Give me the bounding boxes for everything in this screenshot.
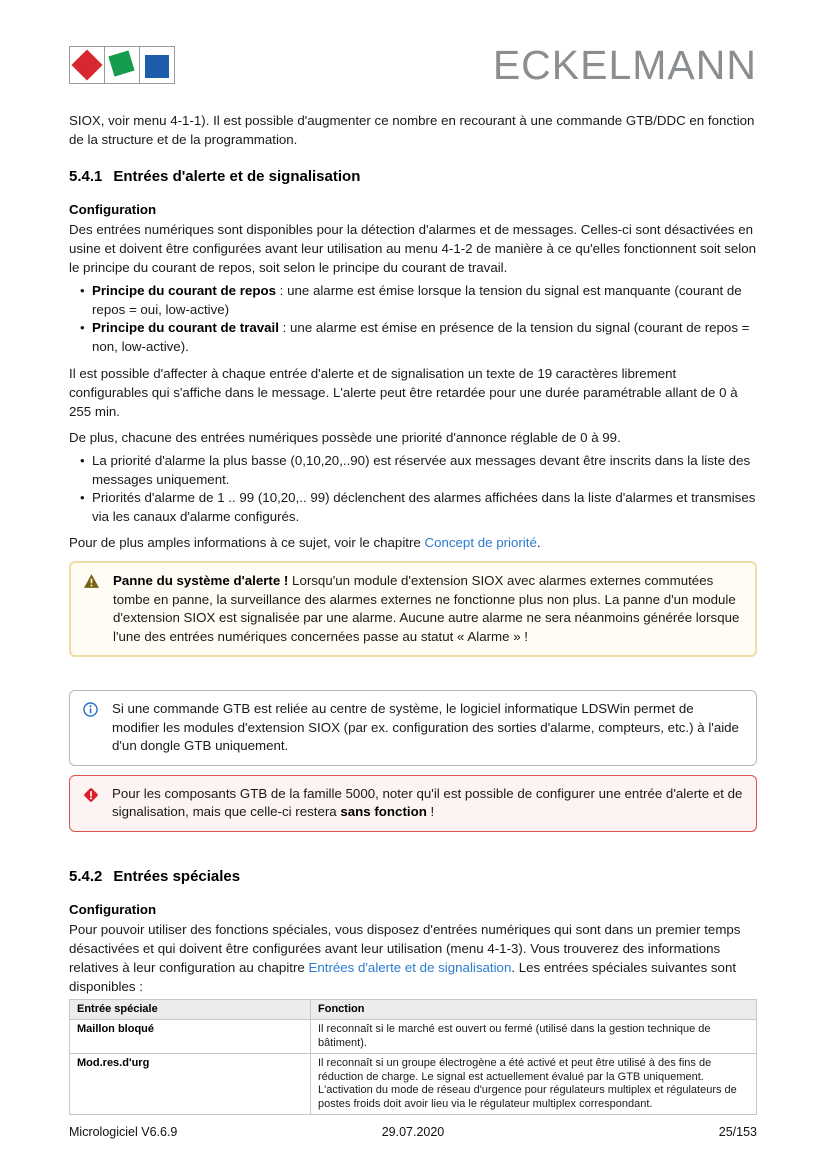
- section-title: Entrées d'alerte et de signalisation: [113, 168, 361, 185]
- paragraph: Il est possible d'affecter à chaque entrée d'alerte et de signalisation un texte de 19 caractères librement configurables qui s'affiche dans le message. L'alerte peut être retardée pour une durée paramétrable allant de 0 à 255 min.: [69, 366, 738, 419]
- section-number: 5.4.2: [69, 867, 103, 885]
- table-cell-name: Maillon bloqué: [70, 1020, 311, 1054]
- warning-text: Panne du système d'alerte ! Lorsqu'un module d'extension SIOX avec alarmes externes commutées tombe en panne, la surveillance des alarmes externes ne fonctionne plus non plus. La panne d'un module d'extension SIOX est signalisée par une alarme. Aucune autre alarme ne sera néanmoins générée lorsque l'une des entrées numériques concernées passe au statut « Alarme » !: [113, 573, 740, 644]
- info-box: [69, 690, 757, 766]
- bullet-list-principles: [69, 282, 757, 356]
- info-text: Si une commande GTB est reliée au centre de système, le logiciel informatique LDSWin permet de modifier les modules d'extension SIOX (par ex. configuration des sorties d'alarme, compteurs, etc.) à l'aide d'un dongle GTB uniquement.: [112, 701, 739, 753]
- table-cell-function: Il reconnaît si un groupe électrogène a été activé et peut être utilisé à des fins de réduction de charge. Le signal est actuellement évalué par la GTB uniquement. L'activation du mode de réseau d'urgence pour régulateurs multiplex et régulateurs de postes froids doit avoir lieu via le régulateur multiplex correspondant.: [311, 1054, 757, 1115]
- info-circle-icon: [83, 700, 100, 756]
- list-item: [69, 489, 757, 526]
- configuration-subheading-2: Configuration: [69, 901, 157, 917]
- list-item: [69, 282, 757, 319]
- bullet-icon: •: [80, 320, 85, 335]
- table-header-fonction: Fonction: [311, 999, 757, 1020]
- section-heading-541: [69, 168, 757, 186]
- green-square-icon: [108, 50, 134, 76]
- logo-cell-red: [70, 47, 104, 83]
- page-footer: [69, 1125, 757, 1139]
- link-concept-de-priorite[interactable]: Concept de priorité: [424, 535, 537, 550]
- bullet-list-priorities: [69, 452, 757, 526]
- special-inputs-table: [69, 999, 757, 1116]
- paragraph-with-link: Pour pouvoir utiliser des fonctions spéciales, vous disposez d'entrées numériques qui sont dans un premier temps désactivées et qui doivent être configurées avant leur utilisation (menu 4-1-3). Vous trouverez des informations relatives à leur configuration au chapitre Entrées d'alerte et de signalisation. Les entrées spéciales suivantes sont disponibles :: [69, 921, 741, 994]
- red-diamond-icon: [71, 49, 102, 80]
- bullet-icon: •: [80, 490, 85, 505]
- list-item-text: Priorités d'alarme de 1 .. 99 (10,20,.. 99) déclenchent des alarmes affichées dans la liste d'alarmes et transmises via les canaux d'alarme configurés.: [92, 490, 756, 524]
- footer-page-number: 25/153: [718, 1125, 757, 1139]
- bullet-icon: •: [80, 283, 85, 298]
- danger-box: [69, 775, 757, 832]
- logo-cell-blue: [139, 47, 174, 83]
- paragraph: Des entrées numériques sont disponibles pour la détection d'alarmes et de messages. Celles-ci sont désactivées en usine et doivent être configurées avant leur utilisation au menu 4-1-2 de manière à ce qu'elles fonctionnent soit selon le principe du courant de repos, soit selon le principe du courant de travail.: [69, 222, 757, 275]
- page-header: [69, 42, 757, 88]
- logo-cell-green: [104, 47, 139, 83]
- list-item-text: Principe du courant de travail : une alarme est émise en présence de la tension du signal (courant de repos = non, low-active).: [92, 320, 750, 354]
- footer-date: 29.07.2020: [381, 1125, 445, 1139]
- table-row: [70, 1054, 757, 1115]
- section-heading-542: [69, 868, 757, 886]
- danger-diamond-icon: [83, 785, 100, 822]
- list-item: [69, 452, 757, 489]
- list-item-text: Principe du courant de repos : une alarme est émise lorsque la tension du signal est manquante (courant de repos = oui, low-active): [92, 283, 742, 317]
- footer-firmware-version: Micrologiciel V6.6.9: [69, 1125, 178, 1139]
- danger-text: Pour les composants GTB de la famille 5000, noter qu'il est possible de configurer une entrée d'alerte et de signalisation, mais que celle-ci restera sans fonction !: [112, 785, 743, 819]
- paragraph: De plus, chacune des entrées numériques possède une priorité d'annonce réglable de 0 à 99.: [69, 430, 621, 445]
- blue-square-icon: [145, 55, 169, 78]
- table-header-row: [70, 999, 757, 1020]
- bullet-icon: •: [80, 453, 85, 468]
- table-cell-function: Il reconnaît si le marché est ouvert ou fermé (utilisé dans la gestion technique de bâtiment).: [311, 1020, 757, 1054]
- warning-triangle-icon: [84, 572, 101, 646]
- configuration-subheading-1: Configuration: [69, 202, 157, 217]
- brand-wordmark: ECKELMANN: [492, 42, 757, 88]
- list-item-text: La priorité d'alarme la plus basse (0,10,20,..90) est réservée aux messages devant être inscrits dans la liste des messages uniquement.: [92, 453, 751, 487]
- table-row: [70, 1020, 757, 1054]
- intro-paragraph: SIOX, voir menu 4-1-1). Il est possible d'augmenter ce nombre en recourant à une commande GTB/DDC en fonction de la structure et de la programmation.: [69, 113, 755, 147]
- link-entrees-alerte[interactable]: Entrées d'alerte et de signalisation: [308, 959, 512, 975]
- section-number: 5.4.1: [69, 168, 103, 185]
- eckelmann-logo-icon: [69, 46, 175, 84]
- section-title: Entrées spéciales: [113, 867, 241, 885]
- list-item: [69, 319, 757, 356]
- warning-box: [69, 561, 757, 657]
- table-cell-name: Mod.res.d'urg: [70, 1054, 311, 1115]
- table-header-entree-speciale: Entrée spéciale: [70, 999, 311, 1020]
- paragraph-with-link: Pour de plus amples informations à ce sujet, voir le chapitre Concept de priorité.: [69, 535, 541, 550]
